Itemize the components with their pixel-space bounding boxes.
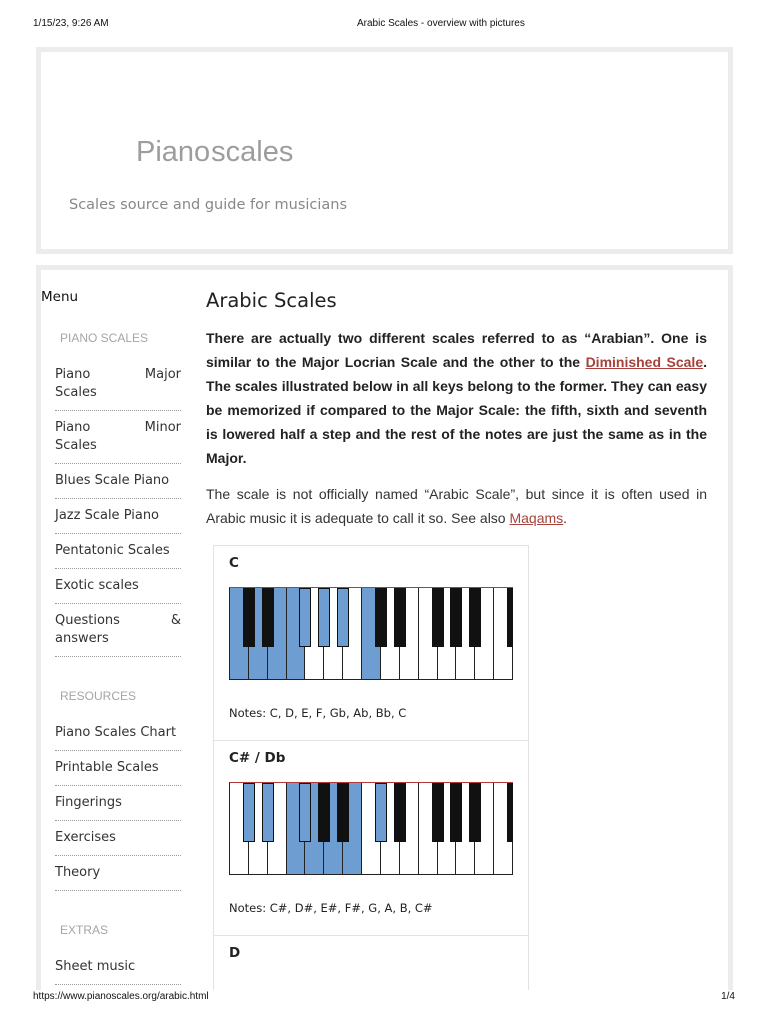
sidebar-heading: EXTRAS — [60, 923, 109, 937]
sidebar-item-questions-answers[interactable]: Questions & answers — [55, 604, 181, 657]
note-text-end: . — [563, 510, 568, 526]
sidebar-section-piano-scales — [41, 330, 191, 657]
logo-text-piano: Piano — [136, 136, 211, 168]
black-key — [432, 588, 444, 647]
black-key — [375, 783, 387, 842]
black-key — [243, 588, 255, 647]
print-datetime: 1/15/23, 9:26 AM — [33, 18, 109, 29]
intro-text: There are actually two different scales referred to as “Arabian”. One is similar to the Major Locrian Scale and the other to the — [206, 330, 707, 370]
naming-note-paragraph — [206, 482, 707, 530]
black-key — [299, 588, 311, 647]
black-key — [337, 588, 349, 647]
black-key — [337, 783, 349, 842]
black-key — [262, 588, 274, 647]
menu-label[interactable]: Menu — [41, 289, 79, 305]
print-url: https://www.pianoscales.org/arabic.html — [33, 991, 209, 1002]
note-text: The scale is not officially named “Arabic Scale”, but since it is often used in Arabic music it is adequate to call it so. See also — [206, 486, 707, 526]
black-key — [450, 588, 462, 647]
scale-card — [213, 935, 529, 990]
scale-notes: Notes: C#, D#, E#, F#, G, A, B, C# — [229, 901, 433, 915]
site-logo[interactable] — [136, 134, 293, 170]
sidebar-item-piano-scales-chart[interactable]: Piano Scales Chart — [55, 716, 181, 751]
black-key — [469, 783, 481, 842]
sidebar-menu — [41, 288, 191, 985]
black-key — [318, 783, 330, 842]
black-key — [318, 588, 330, 647]
black-key — [375, 588, 387, 647]
sidebar-item-piano-major-scales[interactable]: Piano Major Scales — [55, 358, 181, 411]
sidebar-item-jazz-scale-piano[interactable]: Jazz Scale Piano — [55, 499, 181, 534]
scale-card-title: C — [229, 555, 239, 571]
sidebar-heading: RESOURCES — [60, 689, 137, 703]
sidebar-item-theory[interactable]: Theory — [55, 856, 181, 891]
sidebar-item-fingerings[interactable]: Fingerings — [55, 786, 181, 821]
logo-text-scales: scales — [211, 136, 294, 168]
page-title: Arabic Scales — [206, 289, 337, 312]
sidebar-item-pentatonic-scales[interactable]: Pentatonic Scales — [55, 534, 181, 569]
diminished-scale-link[interactable]: Diminished Scale — [585, 354, 704, 370]
sidebar-list — [55, 358, 181, 657]
sidebar-list — [55, 950, 181, 985]
black-key — [262, 783, 274, 842]
piano-keyboard — [229, 782, 513, 875]
sidebar-heading: PIANO SCALES — [60, 331, 149, 345]
print-page-title: Arabic Scales - overview with pictures — [357, 18, 525, 29]
black-key — [432, 783, 444, 842]
sidebar-section-resources — [41, 688, 191, 891]
black-key — [243, 783, 255, 842]
scale-card-title: C# / Db — [229, 750, 286, 766]
black-key — [299, 783, 311, 842]
black-key — [394, 588, 406, 647]
site-header — [36, 47, 733, 254]
sidebar-item-piano-minor-scales[interactable]: Piano Minor Scales — [55, 411, 181, 464]
print-page-number: 1/4 — [721, 991, 735, 1002]
scale-card-title: D — [229, 945, 241, 961]
main-content-card — [36, 265, 733, 990]
black-key — [507, 588, 513, 647]
black-key — [507, 783, 513, 842]
sidebar-item-sheet-music[interactable]: Sheet music — [55, 950, 181, 985]
sidebar-section-extras — [41, 922, 191, 985]
maqams-link[interactable]: Maqams — [509, 510, 564, 526]
sidebar-list — [55, 716, 181, 891]
black-key — [394, 783, 406, 842]
intro-paragraph — [206, 326, 707, 470]
scale-card — [213, 545, 529, 741]
scale-notes: Notes: C, D, E, F, Gb, Ab, Bb, C — [229, 706, 407, 720]
intro-text-continued: . The scales illustrated below in all keys belong to the former. They can easy be memorized if compared to the Major Scale: the fifth, sixth and seventh is lowered half a step and the rest of the notes are just the same as in the Major. — [206, 354, 708, 466]
article — [206, 288, 707, 530]
scale-card — [213, 740, 529, 936]
sidebar-item-blues-scale-piano[interactable]: Blues Scale Piano — [55, 464, 181, 499]
sidebar-item-exotic-scales[interactable]: Exotic scales — [55, 569, 181, 604]
black-key — [450, 783, 462, 842]
piano-keyboard — [229, 587, 513, 680]
black-key — [469, 588, 481, 647]
sidebar-item-printable-scales[interactable]: Printable Scales — [55, 751, 181, 786]
sidebar-item-exercises[interactable]: Exercises — [55, 821, 181, 856]
site-tagline: Scales source and guide for musicians — [69, 197, 348, 213]
